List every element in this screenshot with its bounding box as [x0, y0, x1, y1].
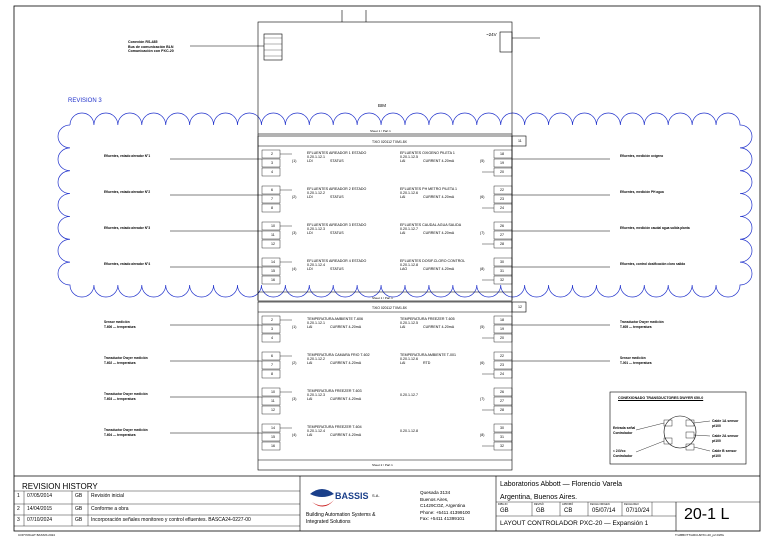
tx2-right-term-label-6: 26: [500, 390, 504, 394]
tx1-left-point-addr-1: 0.20.1.12.2: [307, 191, 325, 195]
rev-row-num-2: 3: [17, 517, 20, 523]
tx1-left-point-type-0: LDI: [307, 159, 313, 163]
tx1-left-term-label-7: 11: [271, 233, 275, 237]
tx1-left-point-type-3: LDI: [307, 267, 313, 271]
tx1-left-term-label-0: 2: [271, 152, 273, 156]
tx1-left-channel-2: (3): [292, 231, 297, 235]
rev-row-date-1: 14/04/2015: [27, 506, 53, 512]
tx2-left-field-label-1: Transductor Dwyer medición T-602 — temperatura: [104, 356, 148, 365]
rev-row-by-1: GB: [75, 506, 83, 512]
copyright: COPYRIGHT BASSIS 2024: [18, 533, 55, 537]
tx1-right-point-signal-3: CURRENT 4-20mA: [423, 267, 455, 271]
tx2-right-term-label-0: 18: [500, 318, 504, 322]
tx1-left-point-name-3: EFLUENTES AIREADOR 4 ESTADO: [307, 259, 367, 263]
rev-row-desc-1: Conforme a obra: [91, 506, 129, 512]
tx2-left-point-signal-1: CURRENT 4-20mA: [330, 361, 362, 365]
tx1-right-term-label-6: 26: [500, 224, 504, 228]
tx2-left-point-addr-3: 0.20.1.12.4: [307, 429, 325, 433]
tx2-left-point-name-3: TEMPERATURA FREEZER T-604: [307, 425, 362, 429]
tx2-left-term-label-5: 8: [271, 372, 273, 376]
tx2-right-term-label-3: 22: [500, 354, 504, 358]
logo-swoosh-blue: [310, 489, 334, 497]
rev-row-date-2: 07/10/2024: [27, 517, 53, 523]
tx2-right-field-label-1: Sensor medición T-001 — temperatura: [620, 356, 652, 365]
address-line-2: C1429COZ, Argentina: [420, 503, 466, 508]
tx1-right-point-name-1: EFLUENTES PH METRO PILETA 1: [400, 187, 458, 191]
outer-border: [14, 6, 760, 531]
transducer-wire-c2: [694, 435, 710, 436]
tx2-left-point-addr-1: 0.20.1.12.2: [307, 357, 325, 361]
tx1-right-term-label-1: 19: [500, 161, 504, 165]
company-suffix: S.A.: [372, 493, 380, 498]
tx2-left-term-label-0: 2: [271, 318, 273, 322]
tx2-right-point-type-1: LAI: [400, 361, 406, 365]
client-line-2: Argentina, Buenos Aires.: [500, 494, 578, 501]
tx2-left-point-type-1: LAI: [307, 361, 313, 365]
drawing-title: LAYOUT CONTROLADOR PXC-20 — Expansión 1: [500, 520, 649, 527]
tx2-right-term-label-10: 31: [500, 435, 504, 439]
transducer-cable1-label: Cable 1A sensor pt100: [712, 419, 739, 428]
proj-hdr-4: FECHA REV.: [624, 503, 640, 506]
tx2-right-term-label-5: 24: [500, 372, 504, 376]
tx2-left-term-label-2: 4: [271, 336, 273, 340]
transducer-title: CONEXIONADO TRANSDUCTORES DWYER 650-0: [618, 396, 704, 400]
transducer-cable3-label: Cable B sensor pt100: [712, 449, 737, 458]
revision-label: REVISION 3: [68, 98, 102, 104]
tx2-right-point-type-0: LAI: [400, 325, 406, 329]
proj-val-4: 07/10/24: [626, 508, 650, 514]
tx1-right-point-signal-2: CURRENT 4-20mA: [423, 231, 455, 235]
transducer-pin-1: [664, 420, 672, 426]
rev-row-desc-0: Revisión inicial: [91, 493, 125, 499]
tx1-right-channel-0: (5): [480, 159, 485, 163]
tx2-left-point-addr-0: 0.20.1.12.1: [307, 321, 325, 325]
tx2-right-point-name-0: TEMPERATURA FREEZER T-605: [400, 317, 455, 321]
bim-footer: Sheet 1 / Part 1: [370, 129, 391, 133]
tx2-right-point-addr-0: 0.20.1.12.5: [400, 321, 418, 325]
transducer-pin-2: [664, 438, 672, 444]
tx1-right-point-addr-3: 0.20.1.12.8: [400, 263, 418, 267]
rev-row-num-1: 2: [17, 506, 20, 512]
tx2-left-term-label-7: 11: [271, 399, 275, 403]
tx1-left-term-label-2: 4: [271, 170, 273, 174]
tx1-right-term-label-9: 30: [500, 260, 504, 264]
tx2-left-channel-3: (4): [292, 433, 297, 437]
tx2-left-field-label-0: Sensor medición T-606 — temperatura: [104, 320, 136, 329]
address-line-0: Quesada 3134: [420, 490, 451, 495]
proj-val-0: GB: [500, 508, 509, 514]
tx1-left-point-addr-3: 0.20.1.12.4: [307, 263, 325, 267]
tx2-left-point-signal-0: CURRENT 4-20mA: [330, 325, 362, 329]
rev-row-num-0: 1: [17, 493, 20, 499]
revision-history-title: REVISION HISTORY: [22, 482, 98, 491]
address-line-4: Fax: +5411 41399101: [420, 516, 465, 521]
tx2-number: 12: [518, 305, 522, 309]
transducer-pin-4: [686, 432, 694, 438]
tx2-right-field-label-0: Transductor Dwyer medición T-605 — temperatura: [620, 320, 664, 329]
tx2-right-channel-1: (6): [480, 361, 485, 365]
tx1-left-point-name-1: EFLUENTES AIREADOR 2 ESTADO: [307, 187, 367, 191]
tx1-left-term-label-5: 8: [271, 206, 273, 210]
transducer-cable2-label: Cable 2A sensor pt100: [712, 434, 739, 443]
rev-row-by-2: GB: [75, 517, 83, 523]
power-label: ~24V: [486, 32, 497, 37]
tx2-left-channel-1: (2): [292, 361, 297, 365]
tx2-right-point-addr-3: 0.20.1.12.8: [400, 429, 418, 433]
bim-power-terminal: [500, 32, 512, 52]
tx2-right-term-label-2: 20: [500, 336, 504, 340]
tx1-right-term-label-3: 22: [500, 188, 504, 192]
tx1-left-point-name-0: EFLUENTES AIREADOR 1 ESTADO: [307, 151, 367, 155]
tx2-right-term-label-4: 23: [500, 363, 504, 367]
tx2-left-channel-0: (1): [292, 325, 297, 329]
tx2-left-point-name-2: TEMPERATURA FREEZER T-603: [307, 389, 362, 393]
tx2-right-channel-0: (5): [480, 325, 485, 329]
client-line-1: Laboratorios Abbott — Florencio Varela: [500, 481, 623, 488]
tx2-right-point-signal-1: RTD: [423, 361, 431, 365]
sheet-number: 20-1 L: [684, 506, 730, 523]
address-line-1: Buenos Aires,: [420, 496, 449, 502]
tx1-right-term-label-2: 20: [500, 170, 504, 174]
tx1-left-field-label-3: Efluentes, estado aireador N°4: [104, 262, 151, 266]
address-line-3: Phone: +5411 41399100: [420, 509, 471, 515]
tx2-footer: Sheet 2 / Part 1: [372, 463, 393, 467]
rev-row-date-0: 07/05/2014: [27, 493, 53, 499]
tx1-left-channel-0: (1): [292, 159, 297, 163]
tx1-left-point-signal-3: STATUS: [330, 267, 344, 271]
proj-hdr-3: FECHA ORIGEN: [590, 503, 610, 506]
transducer-wire-in: [636, 423, 664, 430]
comm-bus-label: Conexión RS-485 Bus de comunicación BLN Comunicación con PXC-20: [128, 40, 174, 54]
tx1-right-term-label-8: 28: [500, 242, 504, 246]
tx2-left-point-name-0: TEMPERATURA AMBIENTE T-606: [307, 317, 363, 321]
file-path: T:\ABBOTT\ARCH\PXC-20_p2.DWG: [675, 533, 725, 537]
tx1-right-term-label-10: 31: [500, 269, 504, 273]
tx1-title: TXIO 020112 TXM1.8X: [372, 140, 407, 144]
tx1-number: 11: [518, 139, 522, 143]
tx2-left-point-signal-3: CURRENT 4-20mA: [330, 433, 362, 437]
tx1-right-point-addr-1: 0.20.1.12.6: [400, 191, 418, 195]
tx2-left-point-signal-2: CURRENT 4-20mA: [330, 397, 362, 401]
tx2-right-point-addr-2: 0.20.1.12.7: [400, 393, 418, 397]
tx1-left-field-label-2: Efluentes, estado aireador N°3: [104, 226, 151, 230]
transducer-in-label: Entrada señal Controlador: [613, 426, 636, 435]
tx1-left-channel-1: (2): [292, 195, 297, 199]
tx1-right-point-signal-0: CURRENT 4-20mA: [423, 159, 455, 163]
tx2-right-point-signal-0: CURRENT 4-20mA: [423, 325, 455, 329]
proj-val-1: GB: [536, 508, 545, 514]
tx1-right-point-name-2: EFLUENTES CAUDAL AGUA SALIDA: [400, 223, 462, 227]
proj-val-3: 05/07/14: [592, 508, 616, 514]
tx1-left-point-type-1: LDI: [307, 195, 313, 199]
proj-hdr-0: DIBUJO: [498, 503, 508, 506]
transducer-wire-c3: [694, 447, 710, 451]
transducer-pin-5: [686, 444, 694, 450]
tx2-left-term-label-8: 12: [271, 408, 275, 412]
tx1-left-channel-3: (4): [292, 267, 297, 271]
proj-val-2: CB: [564, 508, 573, 514]
tx2-left-point-type-0: LAI: [307, 325, 313, 329]
tx1-right-channel-2: (7): [480, 231, 485, 235]
tx1-right-point-type-1: LAI: [400, 195, 406, 199]
tx1-right-point-addr-2: 0.20.1.12.7: [400, 227, 418, 231]
tx1-left-point-type-2: LDI: [307, 231, 313, 235]
tx1-left-point-signal-1: STATUS: [330, 195, 344, 199]
tx2-left-term-label-4: 7: [271, 363, 273, 367]
rev-row-desc-2: Incorporación señales monitoreo y control efluentes. BASCA24-0227-00: [91, 517, 251, 523]
tx1-left-point-addr-2: 0.20.1.12.3: [307, 227, 325, 231]
tx1-footer: Sheet 1 / Part 1: [372, 296, 393, 300]
tx2-left-term-label-6: 10: [271, 390, 275, 394]
tx1-left-term-label-10: 15: [271, 269, 275, 273]
tx2-left-point-name-1: TEMPERATURA CAMARA FRIO T-602: [307, 353, 370, 357]
tx1-right-term-label-11: 32: [500, 278, 504, 282]
tx1-right-field-label-2: Efluentes, medición caudal agua salida planta: [620, 226, 690, 230]
tx1-right-term-label-0: 18: [500, 152, 504, 156]
tx1-left-point-name-2: EFLUENTES AIREADOR 3 ESTADO: [307, 223, 367, 227]
tx1-left-term-label-1: 3: [271, 161, 273, 165]
proj-hdr-2: APROBÓ: [562, 503, 574, 506]
tx2-left-field-label-2: Transductor Dwyer medición T-603 — temperatura: [104, 392, 148, 401]
tx1-right-field-label-0: Efluentes, medición oxígeno: [620, 154, 664, 158]
tx2-right-term-label-7: 27: [500, 399, 504, 403]
tx1-right-point-addr-0: 0.20.1.12.5: [400, 155, 418, 159]
tx1-right-channel-1: (6): [480, 195, 485, 199]
tx1-left-term-label-11: 16: [271, 278, 275, 282]
tx1-right-point-name-3: EFLUENTES DOSIF.CLORO CONTROL: [400, 259, 466, 263]
tx1-right-point-type-3: LAO: [400, 267, 408, 271]
rev-row-by-0: GB: [75, 493, 83, 499]
tx2-left-term-label-1: 3: [271, 327, 273, 331]
tx1-left-term-label-3: 6: [271, 188, 273, 192]
tx2-title: TXIO 020112 TXM1.8X: [372, 306, 407, 310]
tx2-left-term-label-3: 6: [271, 354, 273, 358]
tx2-right-term-label-11: 32: [500, 444, 504, 448]
tx1-right-term-label-5: 24: [500, 206, 504, 210]
tx1-right-field-label-1: Efluentes, medición PH agua: [620, 190, 664, 194]
tx1-left-field-label-1: Efluentes, estado aireador N°2: [104, 190, 151, 194]
tx1-left-term-label-9: 14: [271, 260, 275, 264]
tx1-right-point-signal-1: CURRENT 4-20mA: [423, 195, 455, 199]
logo-swoosh-red: [312, 500, 334, 507]
company-name: BASSIS: [335, 491, 369, 501]
tx1-left-field-label-0: Efluentes, estado aireador N°1: [104, 154, 151, 158]
tx1-left-point-addr-0: 0.20.1.12.1: [307, 155, 325, 159]
tx1-right-term-label-7: 27: [500, 233, 504, 237]
transducer-wire-pwr: [636, 441, 664, 452]
proj-hdr-1: REVISÓ: [534, 503, 544, 506]
tx2-left-point-type-2: LAI: [307, 397, 313, 401]
company-tagline-2: Integrated Solutions: [306, 519, 351, 525]
tx2-left-point-addr-2: 0.20.1.12.3: [307, 393, 325, 397]
tx1-left-point-signal-0: STATUS: [330, 159, 344, 163]
tx1-left-term-label-4: 7: [271, 197, 273, 201]
tx1-left-term-label-6: 10: [271, 224, 275, 228]
tx1-right-term-label-4: 23: [500, 197, 504, 201]
tx1-right-point-type-0: LAI: [400, 159, 406, 163]
tx1-left-point-signal-2: STATUS: [330, 231, 344, 235]
tx2-right-point-name-1: TEMPERATURA AMBIENTE T-001: [400, 353, 456, 357]
tx2-right-channel-2: (7): [480, 397, 485, 401]
tx2-right-channel-3: (8): [480, 433, 485, 437]
bim-label: BIM: [378, 103, 387, 108]
tx1-right-point-type-2: LAI: [400, 231, 406, 235]
transducer-wire-c1: [694, 421, 710, 423]
company-tagline-1: Building Automation Systems &: [306, 512, 376, 518]
transducer-pwr-label: ≈ 24Vcc Controlador: [613, 449, 633, 458]
tx2-left-field-label-3: Transductor Dwyer medición T-604 — temperatura: [104, 428, 148, 437]
tx2-left-channel-2: (3): [292, 397, 297, 401]
tx1-right-channel-3: (8): [480, 267, 485, 271]
tx2-right-term-label-1: 19: [500, 327, 504, 331]
tx2-left-term-label-9: 14: [271, 426, 275, 430]
tx2-right-term-label-9: 30: [500, 426, 504, 430]
tx1-left-term-label-8: 12: [271, 242, 275, 246]
tx1-right-point-name-0: EFLUENTES OXIGENO PILETA 1: [400, 151, 455, 155]
transducer-pin-3: [686, 420, 694, 426]
tx2-right-point-addr-1: 0.20.1.12.6: [400, 357, 418, 361]
tx2-left-term-label-10: 15: [271, 435, 275, 439]
tx2-left-term-label-11: 16: [271, 444, 275, 448]
tx1-right-field-label-3: Efluentes, control dosificación cloro salida: [620, 262, 686, 266]
tx2-left-point-type-3: LAI: [307, 433, 313, 437]
tx2-right-term-label-8: 28: [500, 408, 504, 412]
